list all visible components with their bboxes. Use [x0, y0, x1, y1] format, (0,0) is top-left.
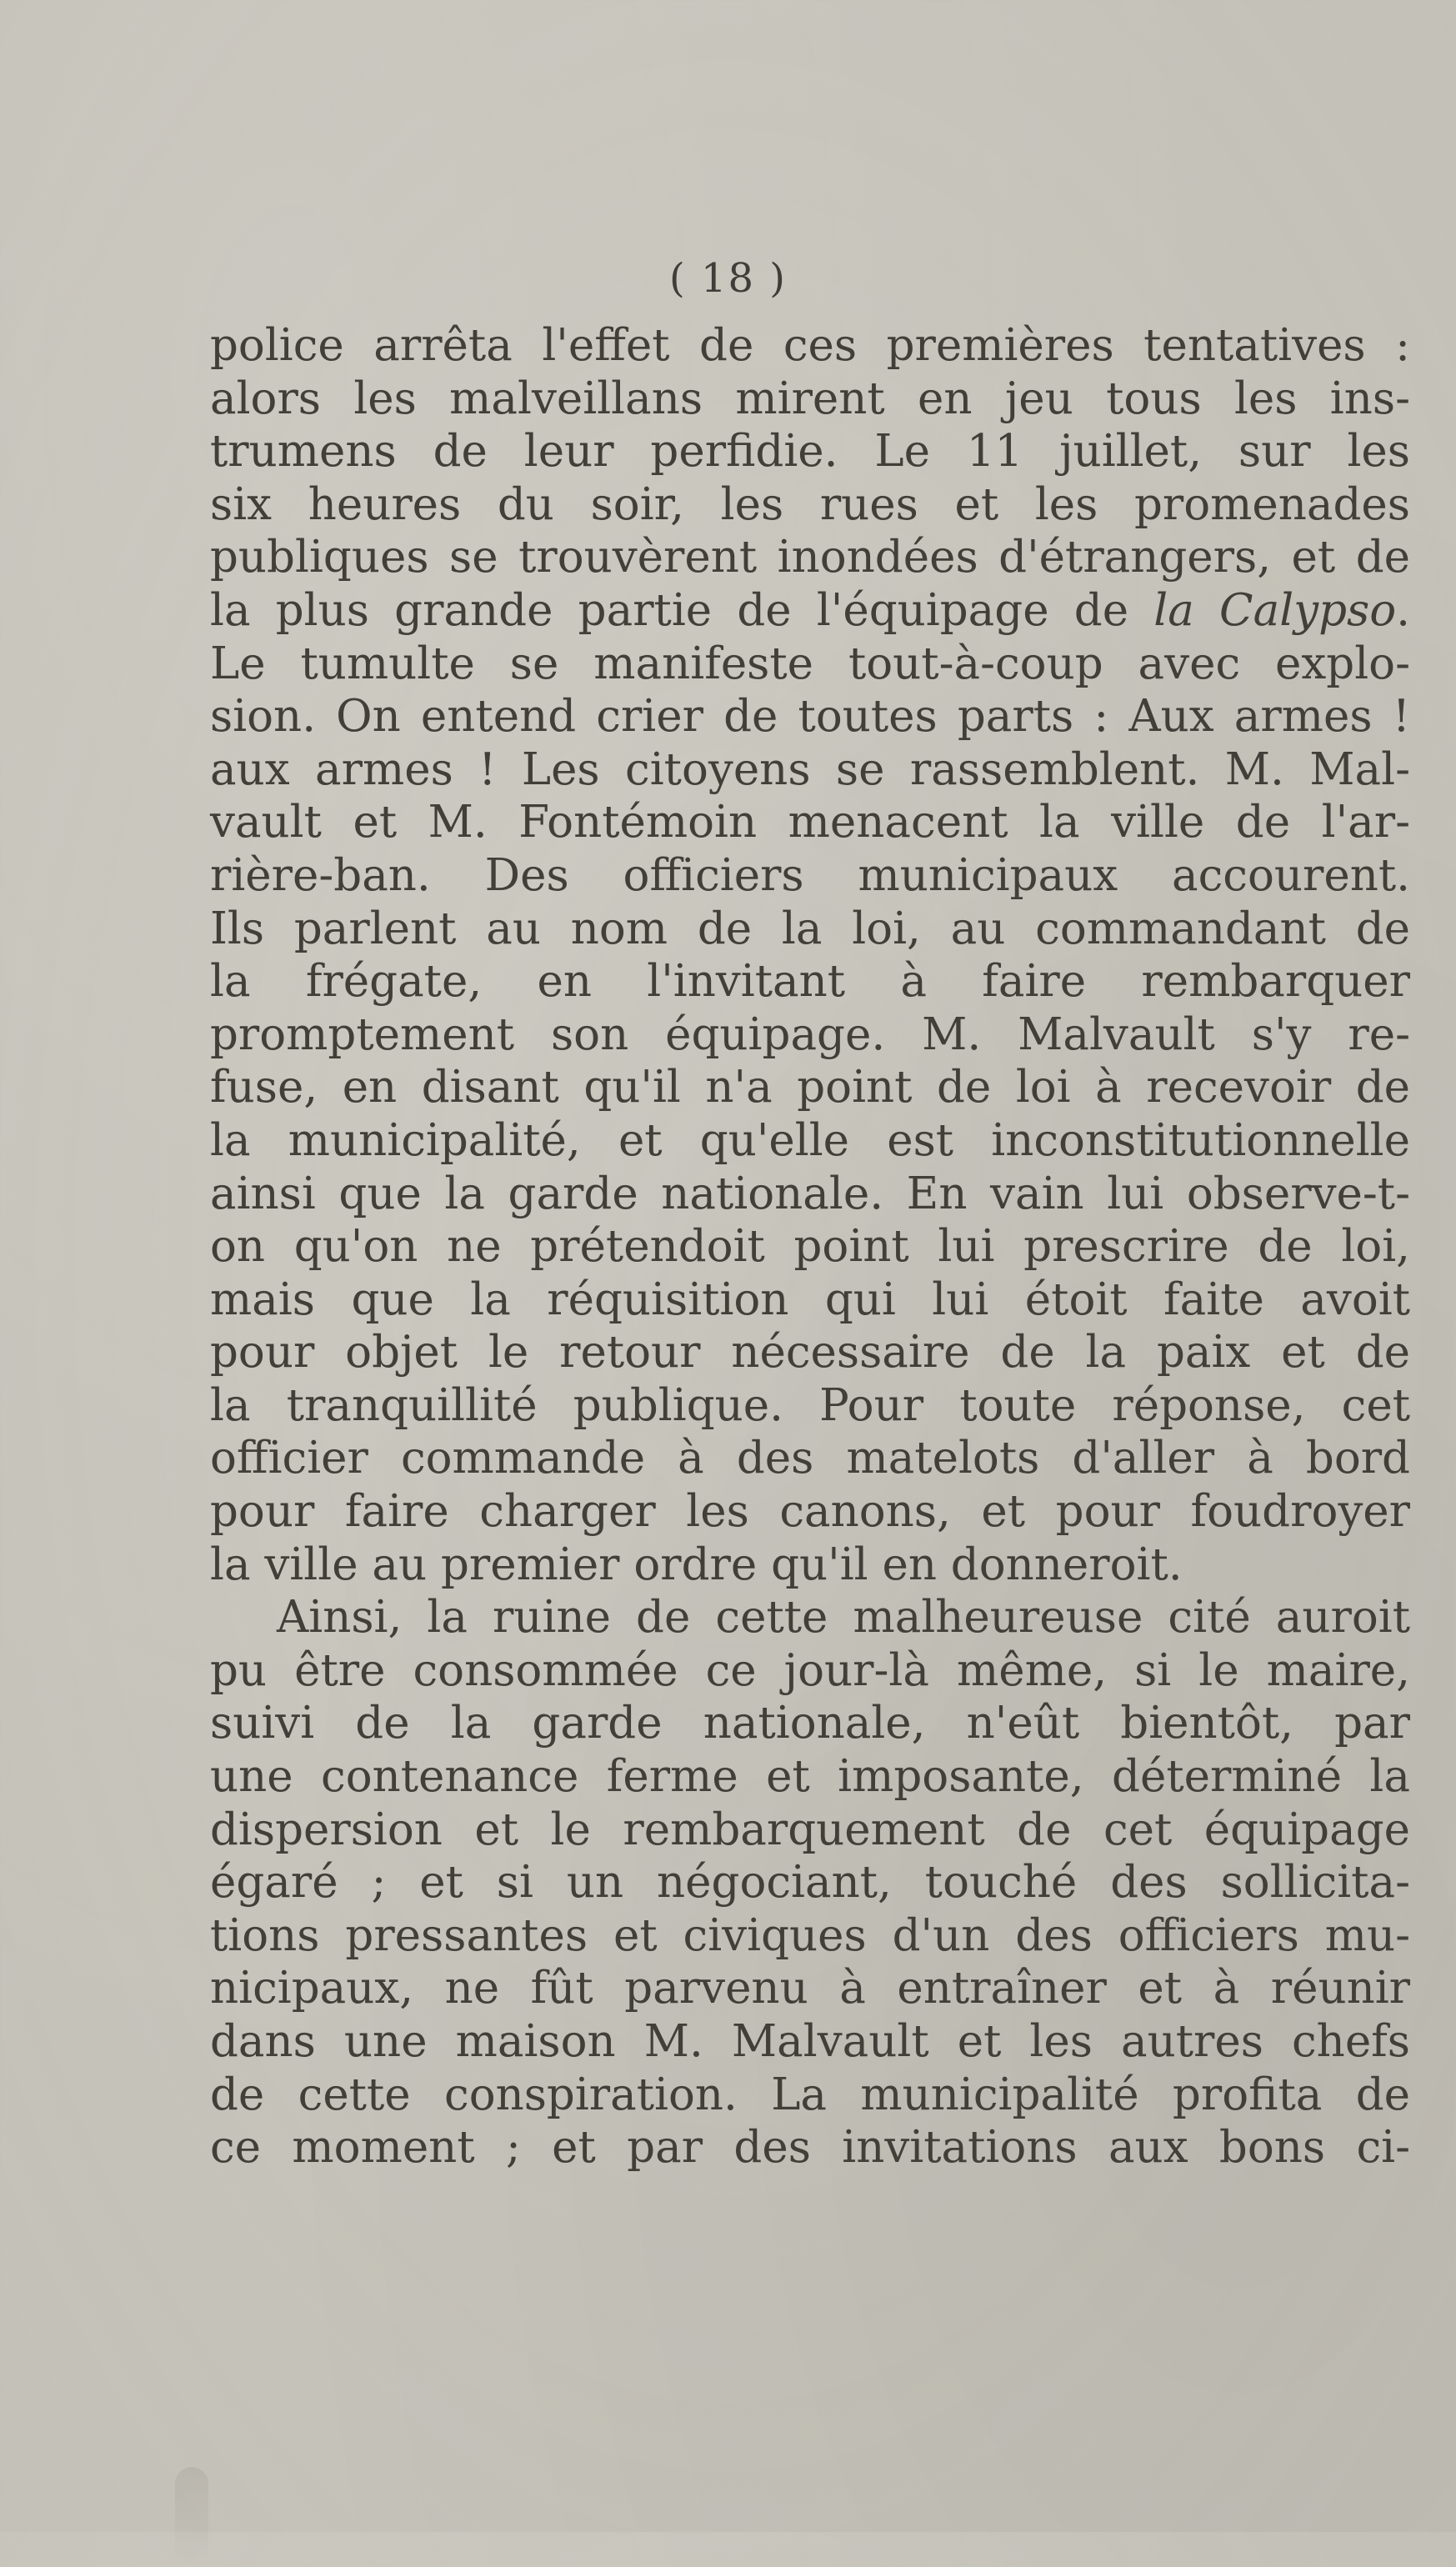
text-line-5: publiques se trouvèrent inondées d'étrangers, et de — [210, 532, 1410, 583]
text-line-6-after: . — [1396, 584, 1410, 636]
text-line-20: pour objet le retour nécessaire de la paix et de — [210, 1327, 1410, 1379]
body-text — [210, 319, 1410, 2174]
ship-name-italic: la Calypso — [1153, 584, 1397, 636]
text-line-19: mais que la réquisition qui lui étoit faite avoit — [210, 1273, 1410, 1325]
text-line-33: dans une maison M. Malvault et les autres chefs — [210, 2016, 1410, 2067]
text-line-6-before: la plus grande partie de l'équipage de — [210, 584, 1154, 636]
text-line-12: Ils parlent au nom de la loi, au commandant de — [210, 903, 1410, 954]
text-line-2: alors les malveillans mirent en jeu tous les ins- — [210, 373, 1410, 424]
text-line-15: fuse, en disant qu'il n'a point de loi à recevoir de — [210, 1062, 1410, 1113]
paper-smudge — [175, 2467, 208, 2567]
text-line-34: de cette conspiration. La municipalité profita de — [210, 2069, 1410, 2120]
text-line-21: la tranquillité publique. Pour toute réponse, cet — [210, 1379, 1410, 1431]
text-line-23: pour faire charger les canons, et pour foudroyer — [210, 1486, 1410, 1538]
text-line-28: une contenance ferme et imposante, déterminé la — [210, 1751, 1410, 1803]
text-line-25: Ainsi, la ruine de cette malheureuse cité auroit — [277, 1592, 1410, 1644]
text-line-10: vault et M. Fontémoin menacent la ville de l'ar- — [210, 797, 1410, 848]
text-line-11: rière-ban. Des officiers municipaux accourent. — [210, 849, 1410, 901]
text-line-29: dispersion et le rembarquement de cet équipage — [210, 1804, 1410, 1855]
text-line-7: Le tumulte se manifeste tout-à-coup avec explo- — [210, 638, 1410, 689]
text-line-27: suivi de la garde nationale, n'eût bientôt, par — [210, 1698, 1410, 1749]
text-line-16: la municipalité, et qu'elle est inconstitutionnelle — [210, 1114, 1410, 1166]
text-line-6 — [210, 584, 1410, 638]
text-line-13: la frégate, en l'invitant à faire rembarquer — [210, 956, 1410, 1008]
text-line-30: égaré ; et si un négociant, touché des sollicita- — [210, 1857, 1410, 1909]
text-line-1: police arrêta l'effet de ces premières tentatives : — [210, 320, 1410, 371]
text-line-26: pu être consommée ce jour-là même, si le maire, — [210, 1644, 1410, 1696]
text-line-32: nicipaux, ne fût parvenu à entraîner et à réunir — [210, 1963, 1410, 2014]
text-line-18: on qu'on ne prétendoit point lui prescrire de loi, — [210, 1221, 1410, 1273]
text-line-17: ainsi que la garde nationale. En vain lui observe-t- — [210, 1168, 1410, 1219]
text-line-3: trumens de leur perfidie. Le 11 juillet, sur les — [210, 426, 1410, 478]
text-line-14: promptement son équipage. M. Malvault s'y re- — [210, 1008, 1410, 1060]
text-line-8: sion. On entend crier de toutes parts : Aux armes ! — [210, 691, 1410, 743]
text-line-9: aux armes ! Les citoyens se rassemblent. M. Mal- — [210, 743, 1410, 795]
page-number: ( 18 ) — [668, 255, 788, 302]
text-line-35: ce moment ; et par des invitations aux bons ci- — [210, 2122, 1410, 2174]
text-line-22: officier commande à des matelots d'aller à bord — [210, 1433, 1410, 1484]
text-line-24: la ville au premier ordre qu'il en donneroit. — [210, 1539, 1183, 1590]
text-line-4: six heures du soir, les rues et les promenades — [210, 478, 1410, 530]
text-line-31: tions pressantes et civiques d'un des officiers mu- — [210, 1909, 1410, 1961]
